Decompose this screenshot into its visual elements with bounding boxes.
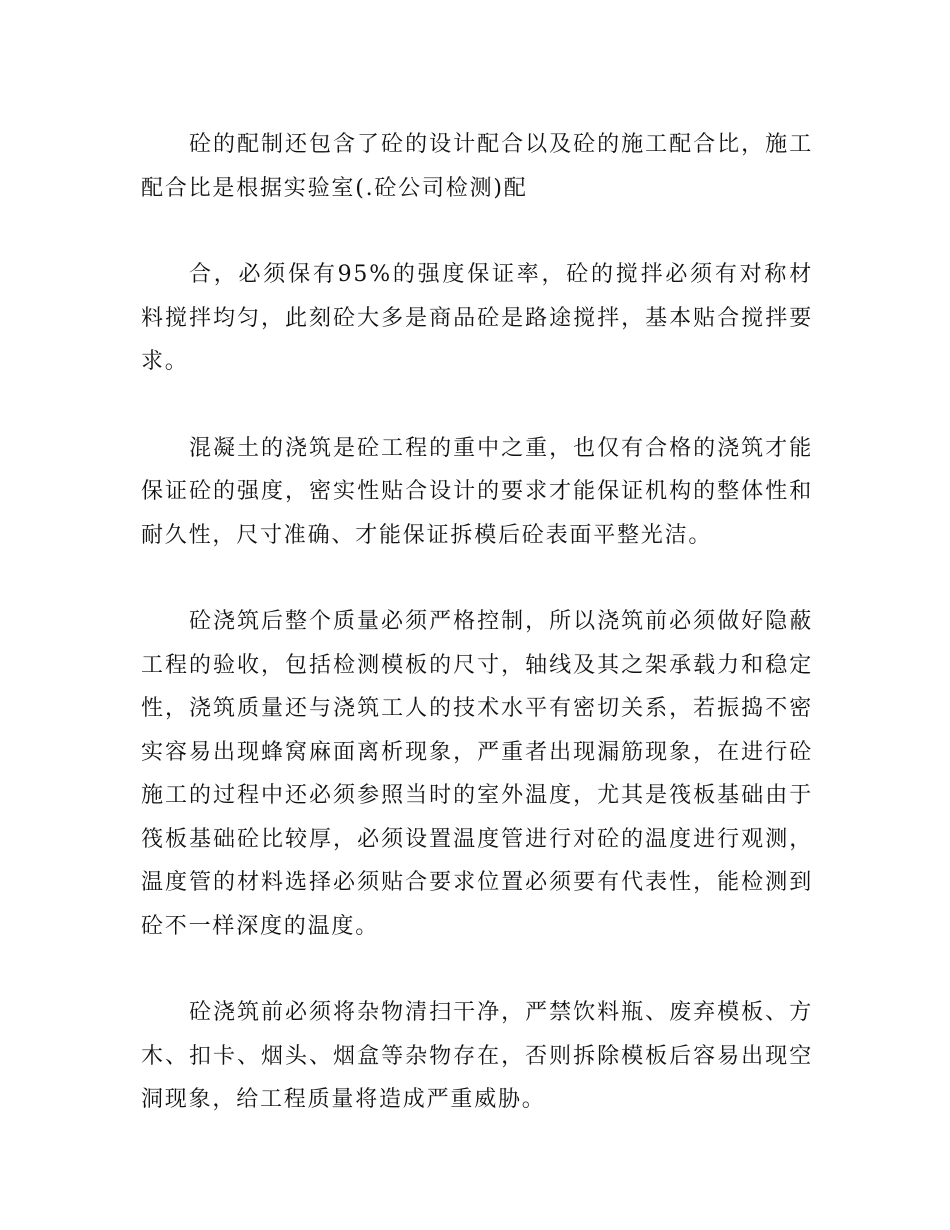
paragraph-2: 合，必须保有95%的强度保证率，砼的搅拌必须有对称材料搅拌均匀，此刻砼大多是商品砼是路途搅拌，基本贴合搅拌要求。	[141, 262, 813, 374]
paragraph-4: 砼浇筑后整个质量必须严格控制，所以浇筑前必须做好隐蔽工程的验收，包括检测模板的尺寸，轴线及其之架承载力和稳定性，浇筑质量还与浇筑工人的技术水平有密切关系，若振捣不密实容易出现蜂窝麻面离析现象，严重者出现漏筋现象，在进行砼施工的过程中还必须参照当时的室外温度，尤其是筏板基础由于筏板基础砼比较厚，必须设置温度管进行对砼的温度进行观测，温度管的材料选择必须贴合要求位置必须要有代表性，能检测到砼不一样深度的温度。	[141, 609, 813, 939]
paragraph-5: 砼浇筑前必须将杂物清扫干净，严禁饮料瓶、废弃模板、方木、扣卡、烟头、烟盒等杂物存在，否则拆除模板后容易出现空洞现象，给工程质量将造成严重威胁。	[141, 1000, 813, 1112]
document-body	[141, 123, 813, 1165]
paragraph-3: 混凝土的浇筑是砼工程的重中之重，也仅有合格的浇筑才能保证砼的强度，密实性贴合设计的要求才能保证机构的整体性和耐久性，尺寸准确、才能保证拆模后砼表面平整光洁。	[141, 435, 813, 548]
paragraph-1: 砼的配制还包含了砼的设计配合以及砼的施工配合比，施工配合比是根据实验室(.砼公司检测)配	[141, 132, 813, 201]
